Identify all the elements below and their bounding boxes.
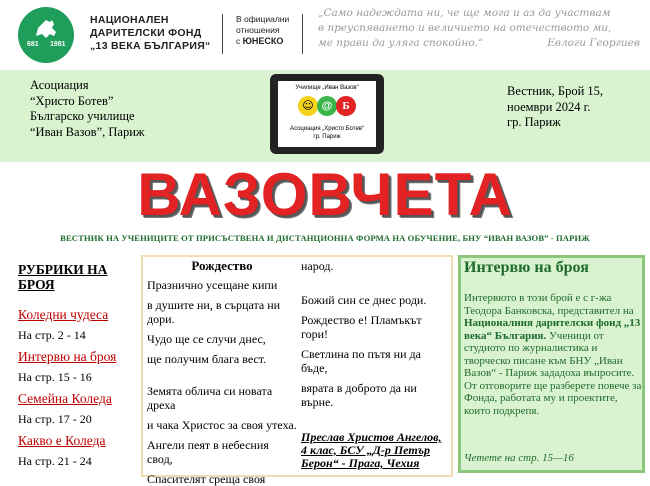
header-divider (222, 14, 223, 54)
fund-name-line: „13 ВЕКА БЪЛГАРИЯ“ (90, 40, 211, 52)
poem-line: Спасителят среща своя (147, 472, 266, 486)
header-divider (302, 14, 303, 54)
unesco-line: В официални (236, 14, 290, 24)
rubric-link-christmas-miracles[interactable]: Коледни чудеса (18, 307, 109, 322)
rubric-pages: На стр. 2 - 14 (18, 328, 86, 342)
fund-logo (18, 7, 74, 63)
rubrics-heading (18, 262, 107, 292)
fund-name-line: ДАРИТЕЛСКИ ФОНД (90, 27, 202, 39)
interview-title: Интервю на броя (464, 259, 589, 276)
poem-line: Рождество е! Пламъкът гори! (301, 313, 422, 341)
school-logo-tablet (270, 74, 384, 154)
poem-line: Празнично усещане кипи (147, 278, 278, 292)
interview-text (464, 292, 642, 417)
poem-line: ще получим блага вест. (147, 352, 267, 366)
rubric-pages: На стр. 15 - 16 (18, 370, 92, 384)
tablet-screen (278, 81, 376, 147)
quote-author: Евлоги Георгиев (547, 37, 640, 49)
rubrics-list (18, 304, 138, 472)
logo-year-left: 681 (27, 41, 39, 48)
fund-name-line: НАЦИОНАЛЕН (90, 14, 169, 26)
poem-column-2 (301, 259, 449, 470)
issue-info (507, 84, 603, 131)
poem-line: в душите ни, в сърцата ни дори. (147, 298, 281, 326)
rubrics-heading-line: БРОЯ (18, 277, 55, 292)
poem-line: Чудо ще се случи днес, (147, 332, 266, 346)
rubrics-heading-line: РУБРИКИ НА (18, 262, 108, 277)
interview-text-part: Интервюто в този брой е с г-жа Теодора Банковска, предстaвител на (464, 292, 634, 317)
association-line: “Иван Вазов”, Париж (30, 124, 145, 139)
quote-line: ме прави да улягa спокойно.“ (318, 37, 484, 49)
poem-line: Светлина по пътя ни да бъде, (301, 347, 421, 375)
newspaper-subtitle: ВЕСТНИК НА УЧЕНИЦИТЕ ОТ ПРИСЪСТВЕНА И ДИСТАНЦИОННА ФОРМА НА ОБУЧЕНИЕ, БНУ “ИВАН ВАЗОВ” - ПАРИЖ (60, 233, 590, 243)
interview-read-more[interactable]: Четете на стр. 15—16 (464, 452, 574, 464)
lion-icon (32, 16, 60, 42)
quote-line: в преуспяването и величието на отечеството ми, (318, 22, 612, 34)
rubric-link-interview[interactable]: Интервю на броя (18, 349, 117, 364)
tablet-school-name: Училище „Иван Вазов“ (295, 85, 359, 91)
association-line: “Христо Ботев” (30, 93, 114, 108)
issue-line: гр. Париж (507, 115, 561, 129)
poem-author: Преслав Христов Ангелов, 4 клас, БСУ „Д-р Петър Берон“ - Прага, Чехия (301, 430, 442, 470)
rubric-pages: На стр. 17 - 20 (18, 412, 92, 426)
poem-line: Ангели пеят в небесния свод, (147, 438, 269, 466)
poem-line: народ. (301, 259, 334, 273)
poem-line: и чака Христос за своя утеха. (147, 418, 297, 432)
letter-b-icon: Б (336, 96, 356, 116)
newspaper-title: ВАЗОВЧЕТА (137, 161, 513, 228)
tablet-association-line: Асоциация „Христо Ботев“ (290, 126, 364, 132)
quote-line: „Само надеждата ни, че ще мога и аз да участвам (318, 7, 611, 19)
unesco-note (236, 14, 289, 47)
association-line: Българско училище (30, 109, 135, 123)
rubric-pages: На стр. 21 - 24 (18, 454, 92, 468)
unesco-line: отношения (236, 25, 280, 35)
interview-text-part: Ученици от студиото по журналистика и творческо писане към БНУ „Иван Вазов“ - Париж зададоха въпросите. От отговорите ще разберете повече за Фонда, работата му и проектите, които подкрепя. (464, 329, 642, 417)
issue-line: ноември 2024 г. (507, 99, 591, 114)
tablet-association-line: гр. Париж (313, 134, 341, 140)
interview-fund-name: Националния дарителски фонд „13 века“ България. (464, 317, 641, 342)
fund-name (90, 14, 211, 53)
unesco-prefix: с (236, 36, 241, 46)
association-line: Асоциация (30, 78, 89, 92)
poem-line: Земята облича си новата дреха (147, 384, 273, 412)
logo-year-right: 1981 (50, 41, 66, 48)
at-sign-icon: @ (317, 96, 337, 116)
poem-line: вярата в доброто да ни върне. (301, 381, 417, 409)
rubric-link-family-christmas[interactable]: Семейна Коледа (18, 391, 112, 406)
rubric-link-what-is-christmas[interactable]: Какво е Коледа (18, 433, 106, 448)
smiley-yellow-icon: ☺ (298, 96, 318, 116)
poem-line: Божий син се днес роди. (301, 293, 427, 307)
header-quote (318, 6, 640, 51)
tablet-association (278, 125, 376, 141)
issue-line: Вестник, Брой 15, (507, 84, 604, 98)
unesco-name: ЮНЕСКО (242, 36, 284, 46)
poem-column-1 (147, 259, 297, 486)
association-info (30, 78, 145, 140)
poem-title: Рождество (191, 258, 253, 273)
